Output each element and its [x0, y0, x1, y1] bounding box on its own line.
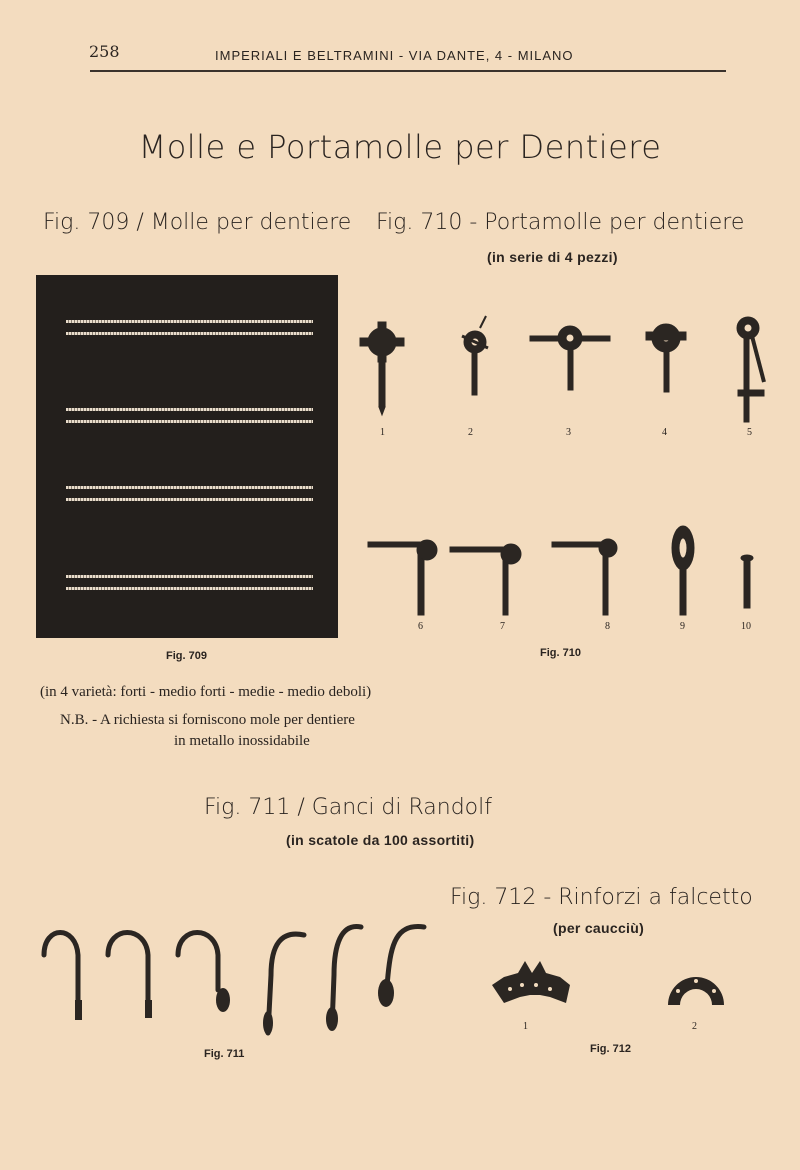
- hook-2-icon: [108, 933, 148, 1016]
- holder-6-icon: [368, 540, 437, 615]
- header-rule: [90, 70, 726, 72]
- springs-image: [36, 275, 338, 638]
- page-title: Molle e Portamolle per Dentiere: [138, 128, 662, 166]
- hook-4-icon: [268, 934, 304, 1033]
- holder-number: 8: [605, 621, 610, 632]
- fig712-subtitle: (per caucciù): [553, 920, 645, 936]
- fig712-title: Fig. 712 - Rinforzi a falcetto: [450, 885, 753, 910]
- reinforcement-2-icon: [668, 977, 724, 1005]
- holder-number: 9: [680, 621, 685, 632]
- holder-5-icon: [737, 317, 764, 422]
- holder-8-icon: [552, 539, 617, 615]
- holder-number: 4: [662, 427, 667, 438]
- reinforcement-1-icon: [492, 961, 570, 1003]
- spring-line: [66, 408, 313, 411]
- spring-line: [66, 575, 313, 578]
- hook-3-icon: [178, 933, 218, 991]
- spring-line: [66, 420, 313, 423]
- holder-number: 2: [468, 427, 473, 438]
- fig711-title: Fig. 711 / Ganci di Randolf: [204, 795, 492, 820]
- spring-line: [66, 486, 313, 489]
- fig712-caption: Fig. 712: [590, 1043, 631, 1055]
- spring-holders-illustration: [350, 300, 790, 645]
- holder-4-icon: [646, 324, 686, 392]
- fig711-caption: Fig. 711: [204, 1048, 245, 1060]
- fig709-title: Fig. 709 / Molle per dentiere: [43, 210, 352, 235]
- holder-10-icon: [741, 555, 753, 608]
- fig710-subtitle: (in serie di 4 pezzi): [487, 249, 618, 265]
- spring-line: [66, 587, 313, 590]
- holder-number: 3: [566, 427, 571, 438]
- holder-number: 6: [418, 621, 423, 632]
- fig710-title: Fig. 710 - Portamolle per dentiere: [376, 210, 745, 235]
- varieties-note: (in 4 varietà: forti - medio forti - medie - medio deboli): [40, 684, 372, 700]
- holder-1-icon: [360, 322, 404, 415]
- holder-number: 1: [380, 427, 385, 438]
- reinforcement-number: 2: [692, 1021, 697, 1032]
- page-number: 258: [89, 42, 120, 61]
- spring-line: [66, 332, 313, 335]
- holder-3-icon: [530, 326, 610, 390]
- holder-2-icon: [462, 316, 488, 395]
- fig709-caption: Fig. 709: [166, 650, 207, 662]
- fig711-subtitle: (in scatole da 100 assortiti): [286, 832, 475, 848]
- holder-number: 7: [500, 621, 505, 632]
- holder-9-icon: [672, 526, 694, 615]
- holder-number: 5: [747, 427, 752, 438]
- hook-1-icon: [44, 933, 78, 1016]
- holder-7-icon: [450, 544, 521, 615]
- fig710-caption: Fig. 710: [540, 647, 581, 659]
- randolf-hooks-illustration: [36, 915, 436, 1045]
- falcetto-reinforcements-illustration: [480, 955, 740, 1025]
- holder-number: 10: [741, 621, 751, 632]
- nb-note-line2: in metallo inossidabile: [174, 733, 310, 749]
- spring-line: [66, 320, 313, 323]
- reinforcement-number: 1: [523, 1021, 528, 1032]
- running-title: IMPERIALI E BELTRAMINI - VIA DANTE, 4 - MILANO: [215, 48, 574, 63]
- nb-note-line1: N.B. - A richiesta si forniscono mole per dentiere: [60, 712, 355, 728]
- spring-line: [66, 498, 313, 501]
